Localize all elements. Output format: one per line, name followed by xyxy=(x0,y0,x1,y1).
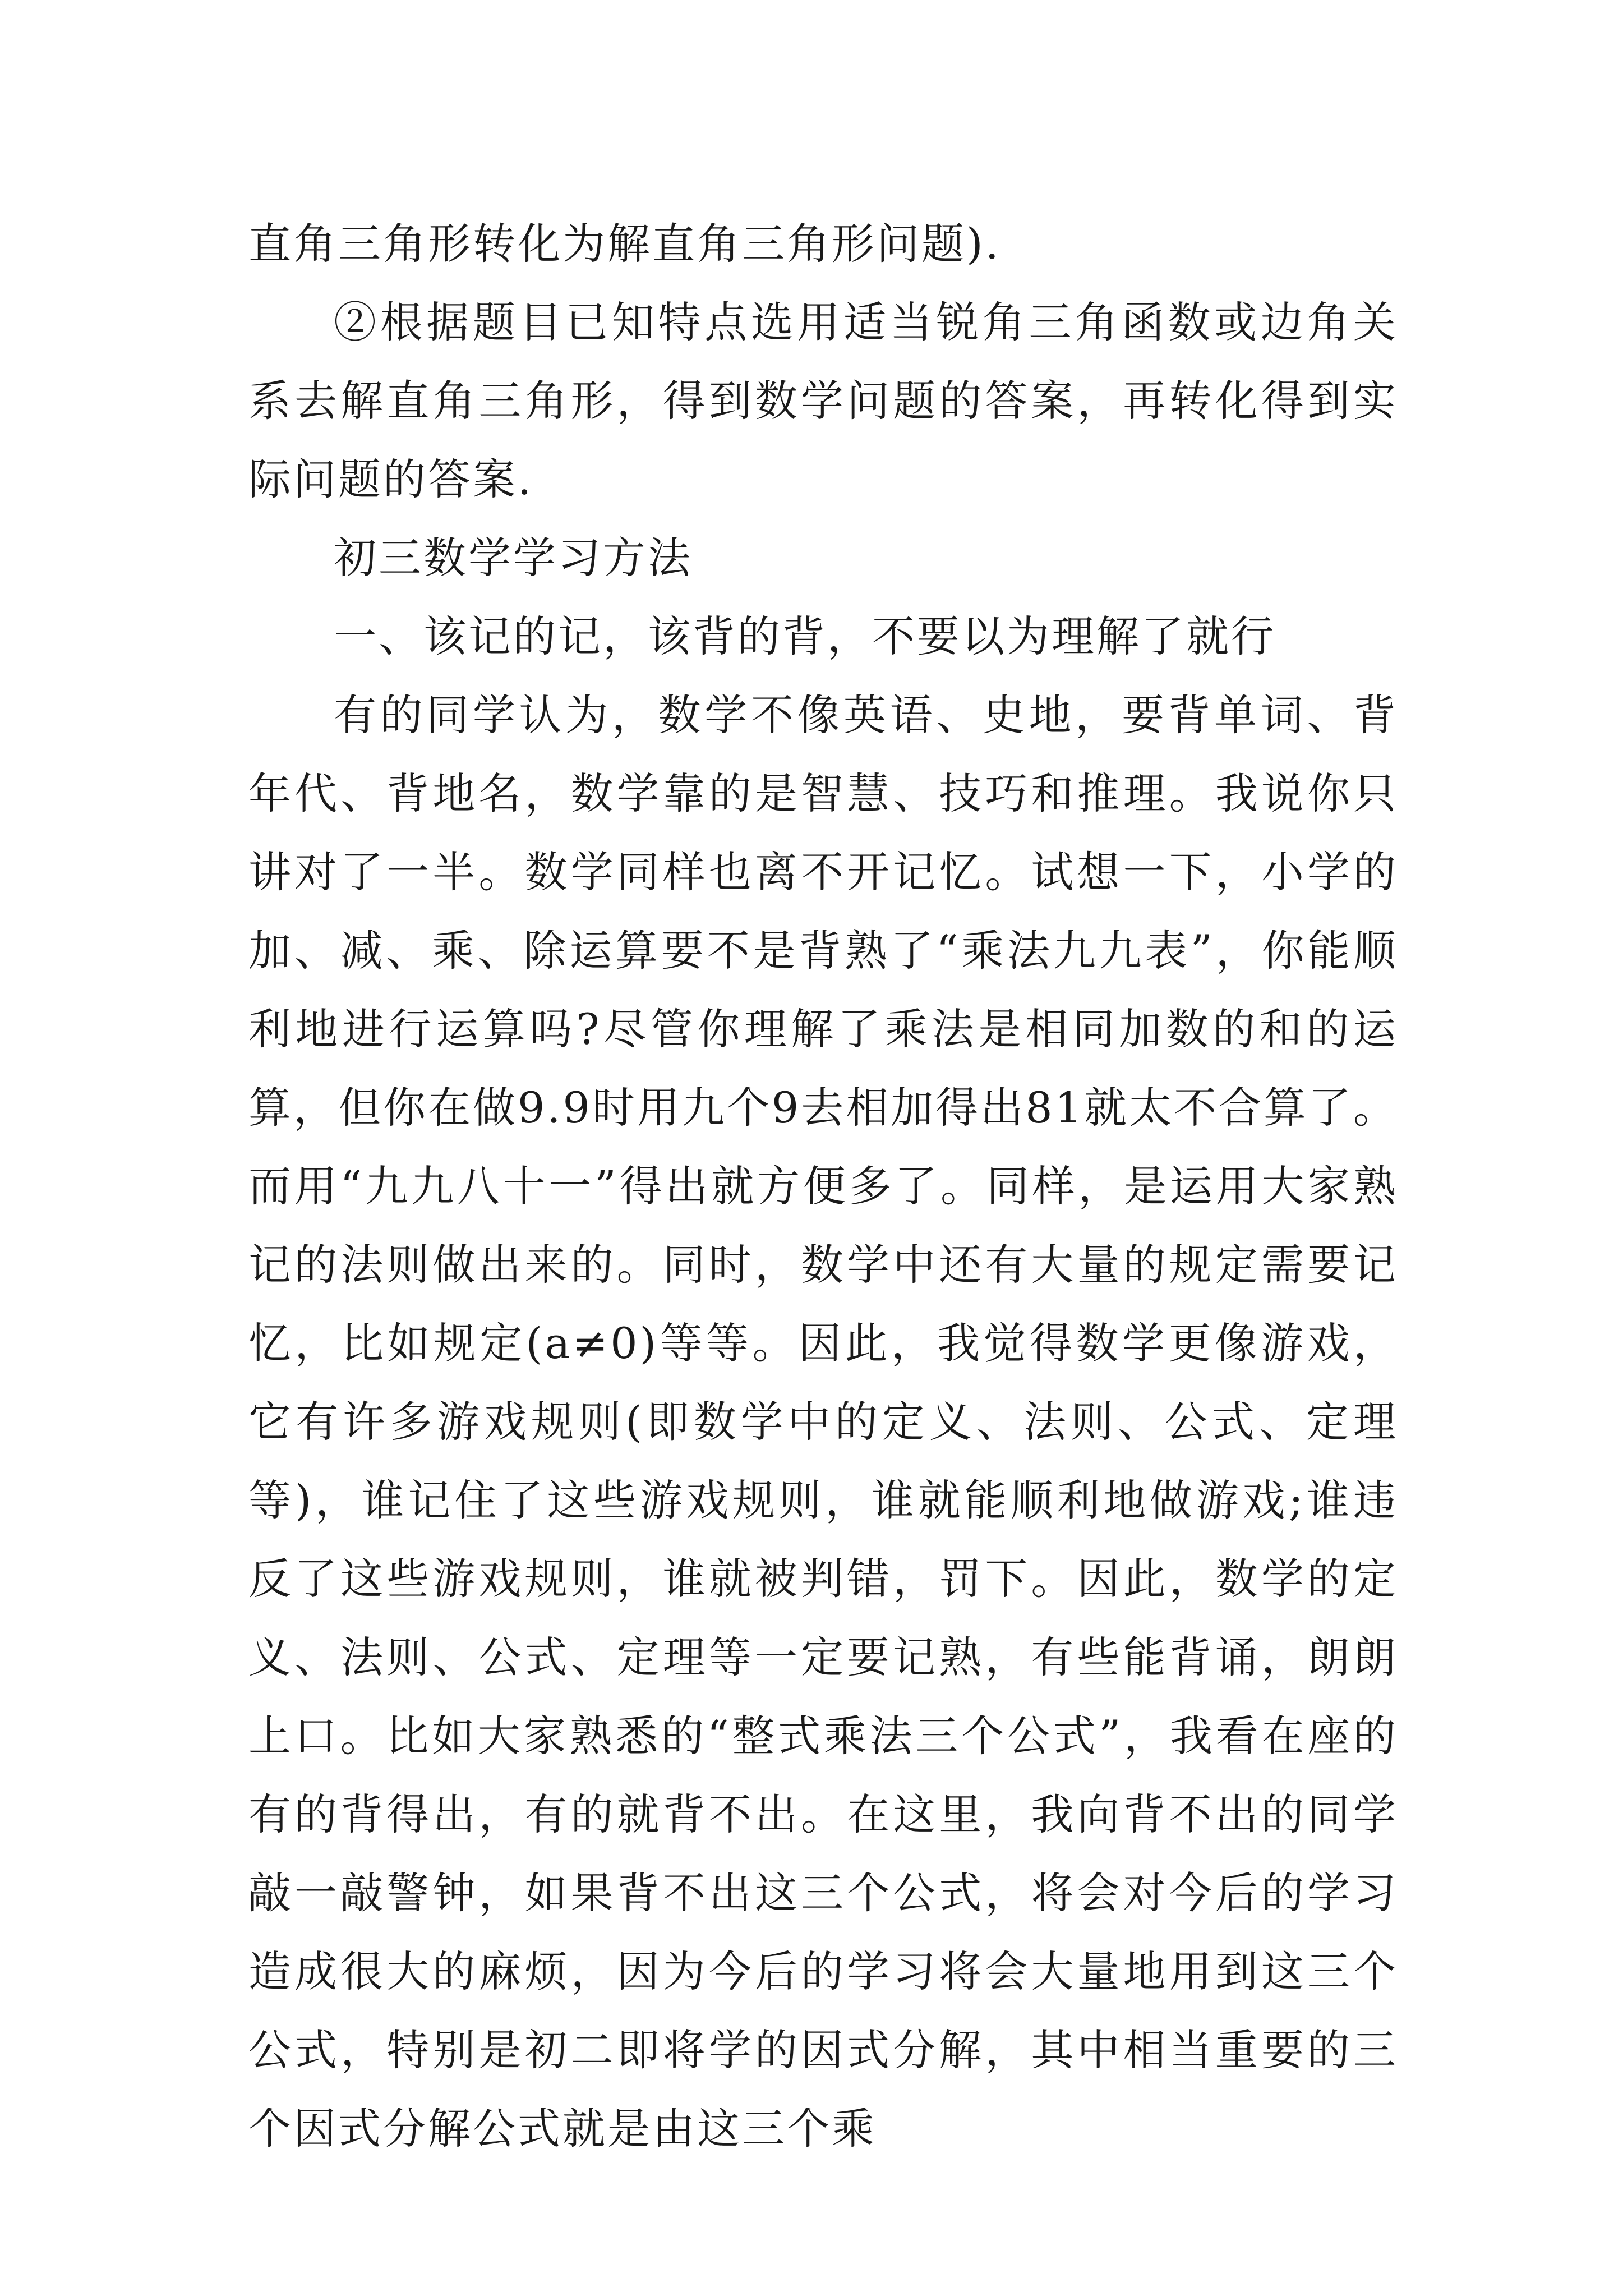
paragraph-continuation: 直角三角形转化为解直角三角形问题). xyxy=(248,219,1001,269)
subsection-heading: 一、该记的记，该背的背，不要以为理解了就行 xyxy=(334,611,1276,661)
document-body xyxy=(248,205,1398,2168)
paragraph-memorize: 有的同学认为，数学不像英语、史地，要背单词、背年代、背地名，数学靠的是智慧、技巧和推理。我说你只讲对了一半。数学同样也离不开记忆。试想一下，小学的加、减、乘、除运算要不是背熟了“乘法九九表”，你能顺利地进行运算吗?尽管你理解了乘法是相同加数的和的运算，但你在做9.9时用九个9去相加得出81就太不合算了。而用“九九八十一”得出就方便多了。同样，是运用大家熟记的法则做出来的。同时，数学中还有大量的规定需要记忆，比如规定(a≠0)等等。因此，我觉得数学更像游戏，它有许多游戏规则(即数学中的定义、法则、公式、定理等)，谁记住了这些游戏规则，谁就能顺利地做游戏;谁违反了这些游戏规则，谁就被判错，罚下。因此，数学的定义、法则、公式、定理等一定要记熟，有些能背诵，朗朗上口。比如大家熟悉的“整式乘法三个公式”，我看在座的有的背得出，有的就背不出。在这里，我向背不出的同学敲一敲警钟，如果背不出这三个公式，将会对今后的学习造成很大的麻烦，因为今后的学习将会大量地用到这三个公式，特别是初二即将学的因式分解，其中相当重要的三个因式分解公式就是由这三个乘 xyxy=(248,690,1398,2154)
paragraph-solve-steps: ②根据题目已知特点选用适当锐角三角函数或边角关系去解直角三角形，得到数学问题的答案，再转化得到实际问题的答案. xyxy=(248,297,1398,504)
section-heading: 初三数学学习方法 xyxy=(334,533,693,583)
